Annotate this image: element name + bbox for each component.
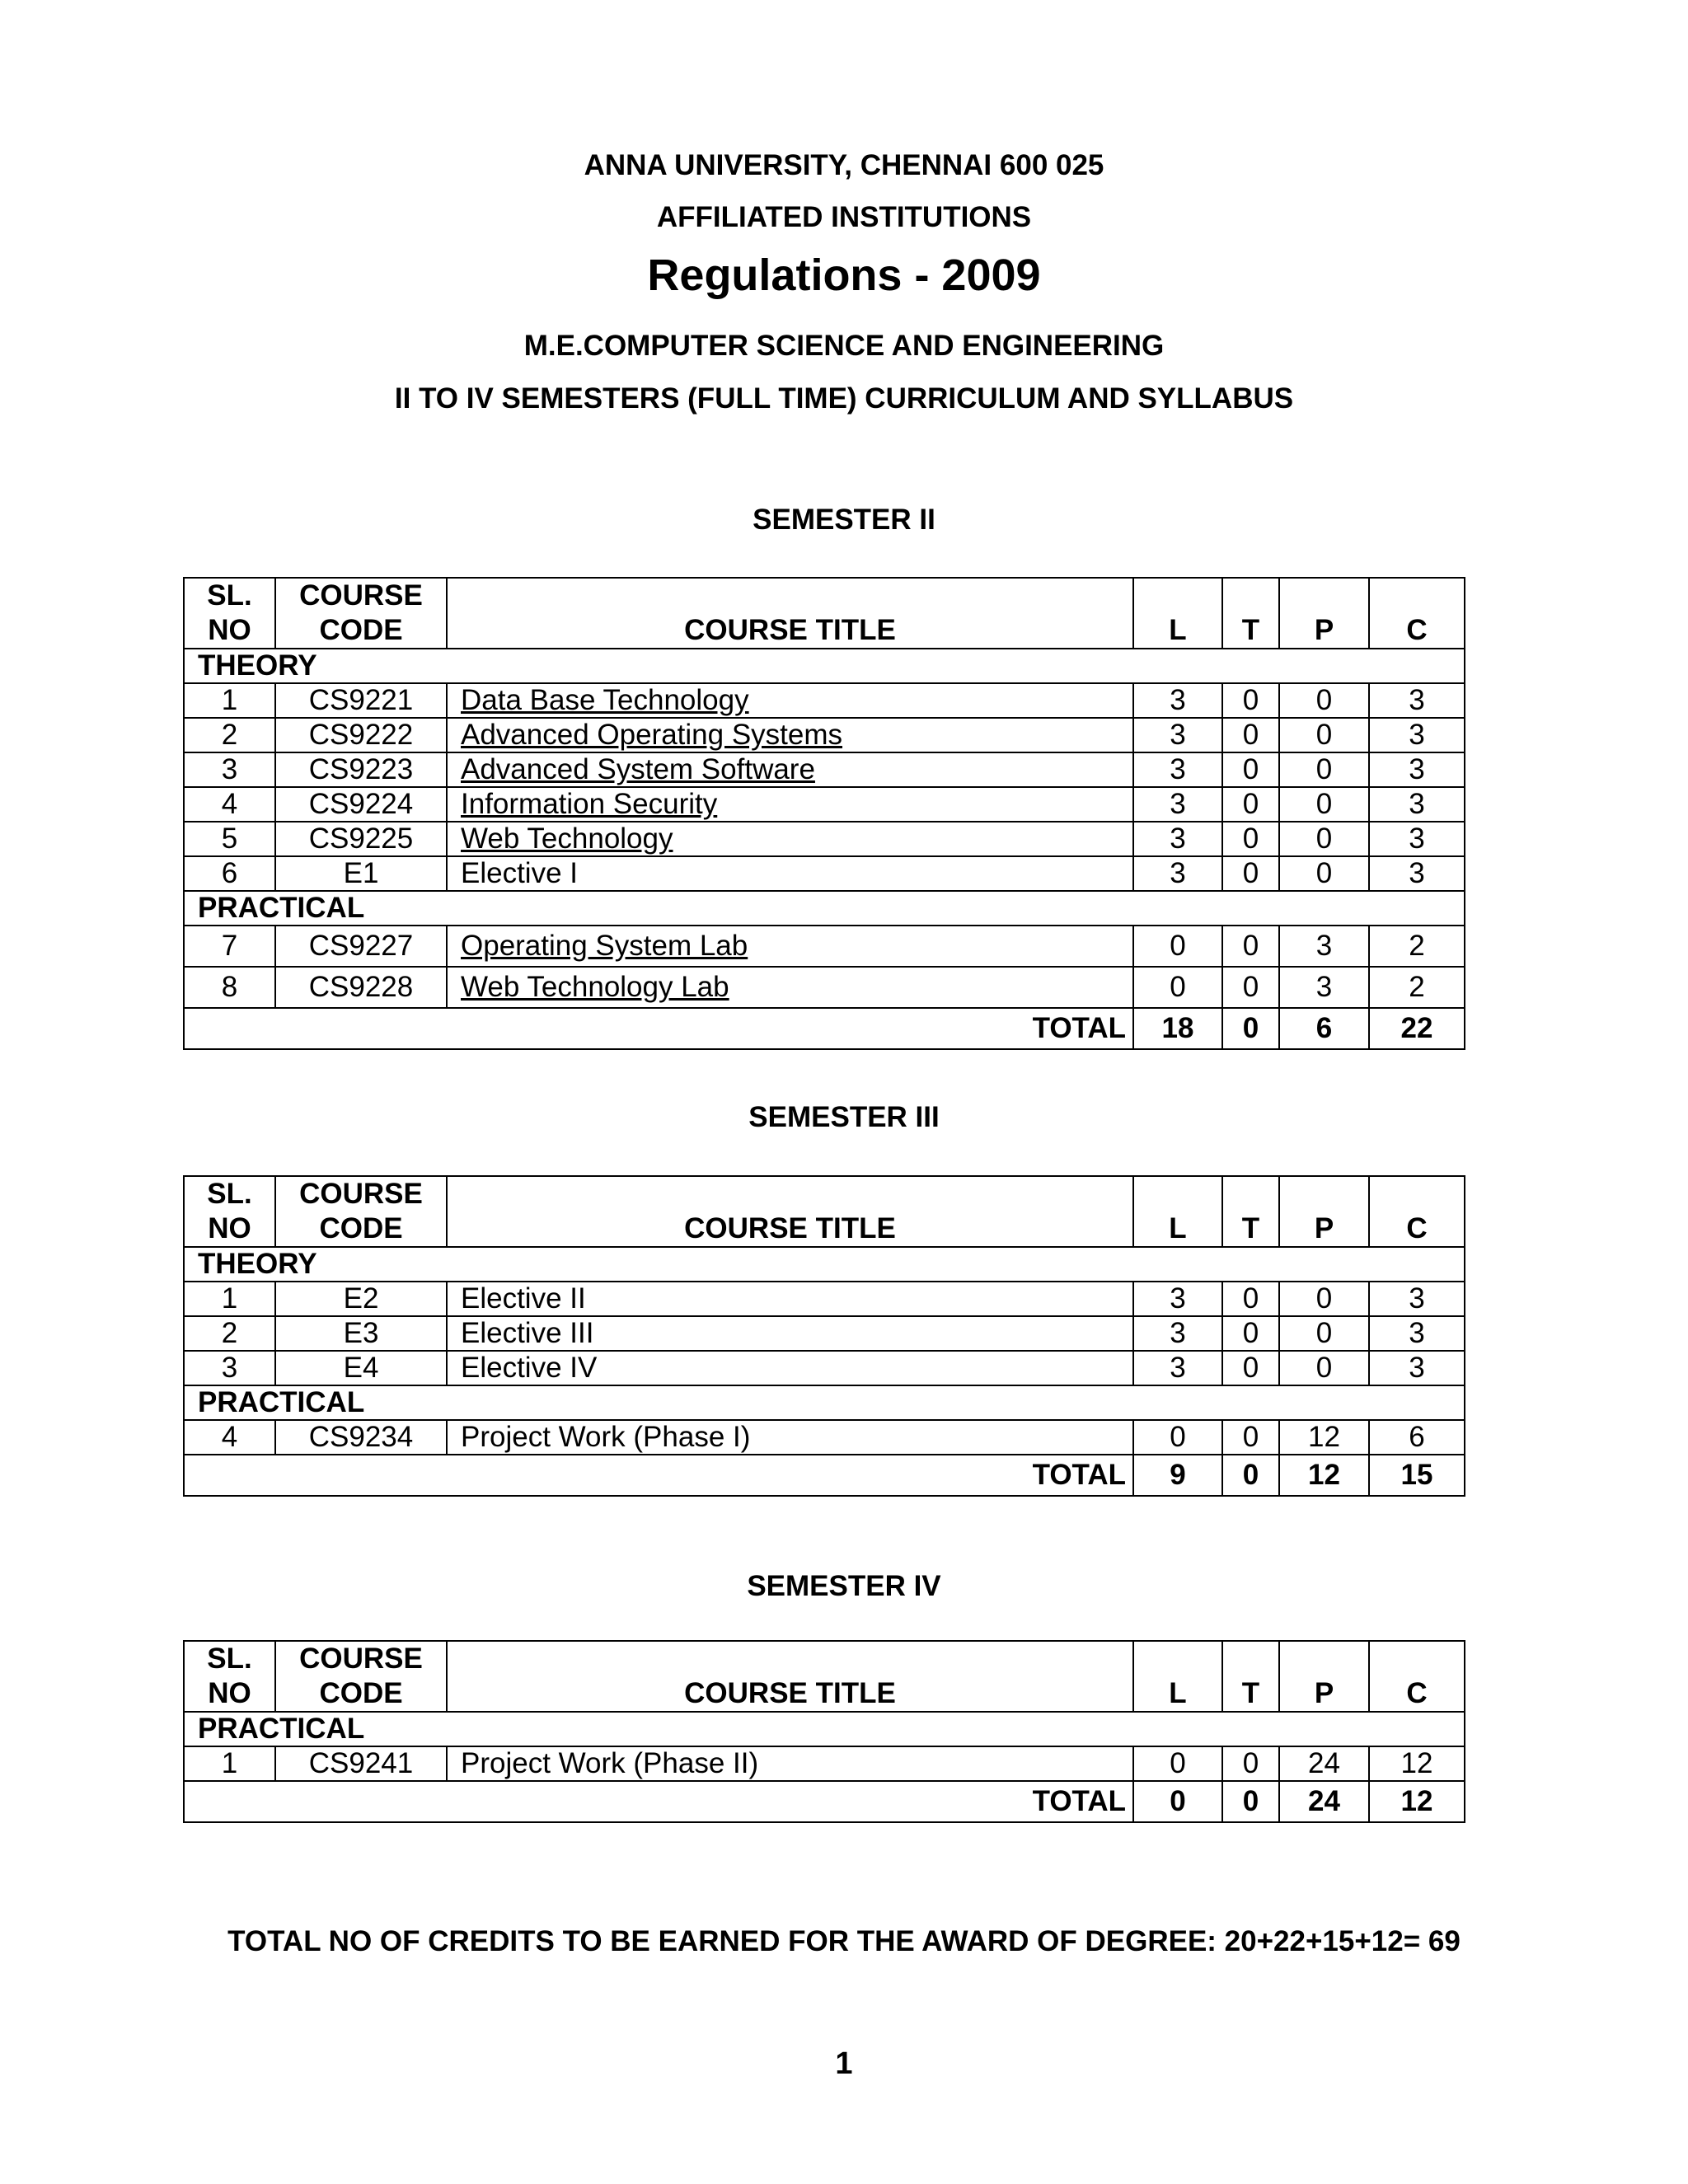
total-label: TOTAL [184,1455,1133,1496]
cell-title[interactable] [447,752,1133,787]
cell-title[interactable] [447,718,1133,752]
col-course-code: COURSE CODE [275,1176,447,1247]
col-t: T [1222,578,1279,649]
col-c: C [1369,1641,1465,1712]
total-l: 0 [1133,1781,1222,1822]
cell-l: 3 [1133,856,1222,891]
cell-t: 0 [1222,683,1279,718]
cell-code: CS9223 [275,752,447,787]
cell-t: 0 [1222,856,1279,891]
cell-l: 3 [1133,752,1222,787]
cell-c: 3 [1369,1282,1465,1316]
cell-p: 0 [1279,1351,1369,1385]
cell-l: 0 [1133,1746,1222,1781]
semester-3-heading: SEMESTER III [748,1101,940,1133]
cell-t: 0 [1222,718,1279,752]
cell-title: Elective III [447,1316,1133,1351]
col-p: P [1279,1641,1369,1712]
cell-no: 2 [184,1316,275,1351]
table-row [184,718,1465,752]
cell-p: 24 [1279,1746,1369,1781]
cell-title: Elective II [447,1282,1133,1316]
cell-title: Project Work (Phase I) [447,1420,1133,1455]
table-row [184,1746,1465,1781]
cell-c: 3 [1369,752,1465,787]
total-row [184,1455,1465,1496]
cell-no: 2 [184,718,275,752]
col-l: L [1133,1176,1222,1247]
cell-no: 3 [184,1351,275,1385]
col-c: C [1369,1176,1465,1247]
col-sl-no: SL. NO [184,1641,275,1712]
course-link[interactable]: Web Technology Lab [461,971,729,1003]
table-row [184,787,1465,822]
course-link[interactable]: Information Security [461,788,718,820]
total-p: 12 [1279,1455,1369,1496]
total-p: 6 [1279,1008,1369,1049]
cell-c: 3 [1369,822,1465,856]
course-link[interactable]: Data Base Technology [461,684,749,716]
cell-l: 0 [1133,926,1222,967]
total-label: TOTAL [184,1008,1133,1049]
table-row [184,683,1465,718]
cell-t: 0 [1222,1351,1279,1385]
cell-code: E2 [275,1282,447,1316]
cell-t: 0 [1222,1420,1279,1455]
cell-c: 3 [1369,856,1465,891]
cell-code: CS9221 [275,683,447,718]
cell-c: 2 [1369,926,1465,967]
table-header-row [184,1176,1465,1247]
total-t: 0 [1222,1008,1279,1049]
col-l: L [1133,1641,1222,1712]
cell-no: 7 [184,926,275,967]
cell-c: 3 [1369,787,1465,822]
cell-l: 3 [1133,787,1222,822]
cell-p: 0 [1279,856,1369,891]
cell-p: 0 [1279,822,1369,856]
cell-p: 3 [1279,926,1369,967]
program-name: M.E.COMPUTER SCIENCE AND ENGINEERING [523,330,1165,362]
cell-no: 8 [184,967,275,1008]
cell-l: 0 [1133,1420,1222,1455]
cell-p: 0 [1279,1316,1369,1351]
cell-code: CS9241 [275,1746,447,1781]
col-t: T [1222,1176,1279,1247]
cell-no: 4 [184,1420,275,1455]
course-link[interactable]: Advanced Operating Systems [461,719,843,751]
cell-l: 3 [1133,1282,1222,1316]
cell-code: CS9228 [275,967,447,1008]
table-row [184,1282,1465,1316]
cell-code: CS9224 [275,787,447,822]
table-header-row [184,578,1465,649]
total-t: 0 [1222,1455,1279,1496]
semester-2-heading: SEMESTER II [753,504,935,536]
cell-no: 1 [184,683,275,718]
cell-title: Elective IV [447,1351,1133,1385]
course-link[interactable]: Web Technology [461,823,673,855]
col-course-title: COURSE TITLE [447,578,1133,649]
cell-title[interactable] [447,926,1133,967]
total-c: 12 [1369,1781,1465,1822]
curriculum-subtitle: II TO IV SEMESTERS (FULL TIME) CURRICULUM AND SYLLABUS [394,382,1294,415]
total-label: TOTAL [184,1781,1133,1822]
cell-no: 5 [184,822,275,856]
cell-t: 0 [1222,1282,1279,1316]
table-row [184,926,1465,967]
cell-no: 4 [184,787,275,822]
category-theory: THEORY [184,1247,1465,1282]
cell-no: 3 [184,752,275,787]
table-header-row [184,1641,1465,1712]
cell-l: 3 [1133,822,1222,856]
cell-t: 0 [1222,752,1279,787]
col-p: P [1279,578,1369,649]
cell-l: 3 [1133,683,1222,718]
cell-code: E4 [275,1351,447,1385]
table-row [184,967,1465,1008]
total-l: 9 [1133,1455,1222,1496]
cell-c: 3 [1369,1351,1465,1385]
cell-c: 2 [1369,967,1465,1008]
table-row [184,752,1465,787]
table-row [184,822,1465,856]
cell-t: 0 [1222,1746,1279,1781]
semester-4-table [183,1640,1465,1823]
total-p: 24 [1279,1781,1369,1822]
category-practical: PRACTICAL [184,891,1465,926]
col-course-code: COURSE CODE [275,1641,447,1712]
table-row [184,1420,1465,1455]
cell-l: 3 [1133,1316,1222,1351]
cell-p: 0 [1279,1282,1369,1316]
affiliated-institutions: AFFILIATED INSTITUTIONS [656,201,1032,233]
total-row [184,1781,1465,1822]
cell-title[interactable] [447,787,1133,822]
cell-no: 1 [184,1282,275,1316]
col-sl-no: SL. NO [184,1176,275,1247]
category-practical: PRACTICAL [184,1385,1465,1420]
cell-c: 3 [1369,718,1465,752]
col-l: L [1133,578,1222,649]
cell-p: 3 [1279,967,1369,1008]
col-c: C [1369,578,1465,649]
table-row [184,1316,1465,1351]
col-course-title: COURSE TITLE [447,1176,1133,1247]
cell-no: 6 [184,856,275,891]
cell-t: 0 [1222,1316,1279,1351]
page-number: 1 [835,2046,853,2081]
col-sl-no: SL. NO [184,578,275,649]
cell-p: 12 [1279,1420,1369,1455]
cell-c: 3 [1369,683,1465,718]
total-l: 18 [1133,1008,1222,1049]
cell-code: CS9227 [275,926,447,967]
semester-4-heading: SEMESTER IV [747,1570,941,1602]
cell-code: E3 [275,1316,447,1351]
col-p: P [1279,1176,1369,1247]
table-row [184,856,1465,891]
total-row [184,1008,1465,1049]
cell-c: 12 [1369,1746,1465,1781]
cell-t: 0 [1222,926,1279,967]
col-course-code: COURSE CODE [275,578,447,649]
regulations-title: Regulations - 2009 [647,251,1041,300]
semester-2-table [183,577,1465,1050]
cell-p: 0 [1279,718,1369,752]
cell-p: 0 [1279,787,1369,822]
cell-l: 3 [1133,1351,1222,1385]
cell-p: 0 [1279,683,1369,718]
total-c: 15 [1369,1455,1465,1496]
cell-title[interactable] [447,967,1133,1008]
col-t: T [1222,1641,1279,1712]
cell-t: 0 [1222,787,1279,822]
cell-title: Elective I [447,856,1133,891]
course-link[interactable]: Operating System Lab [461,930,748,962]
cell-l: 0 [1133,967,1222,1008]
cell-title: Project Work (Phase II) [447,1746,1133,1781]
total-c: 22 [1369,1008,1465,1049]
table-row [184,1351,1465,1385]
university-name: ANNA UNIVERSITY, CHENNAI 600 025 [584,149,1104,181]
cell-code: CS9222 [275,718,447,752]
cell-title[interactable] [447,683,1133,718]
cell-l: 3 [1133,718,1222,752]
total-credits-statement: TOTAL NO OF CREDITS TO BE EARNED FOR THE AWARD OF DEGREE: 20+22+15+12= 69 [227,1925,1461,1957]
cell-t: 0 [1222,967,1279,1008]
cell-no: 1 [184,1746,275,1781]
cell-code: E1 [275,856,447,891]
category-theory: THEORY [184,649,1465,683]
cell-c: 6 [1369,1420,1465,1455]
cell-p: 0 [1279,752,1369,787]
course-link[interactable]: Advanced System Software [461,753,815,785]
cell-code: CS9234 [275,1420,447,1455]
cell-title[interactable] [447,822,1133,856]
total-t: 0 [1222,1781,1279,1822]
cell-c: 3 [1369,1316,1465,1351]
col-course-title: COURSE TITLE [447,1641,1133,1712]
semester-3-table [183,1175,1465,1497]
cell-code: CS9225 [275,822,447,856]
category-practical: PRACTICAL [184,1712,1465,1746]
cell-t: 0 [1222,822,1279,856]
